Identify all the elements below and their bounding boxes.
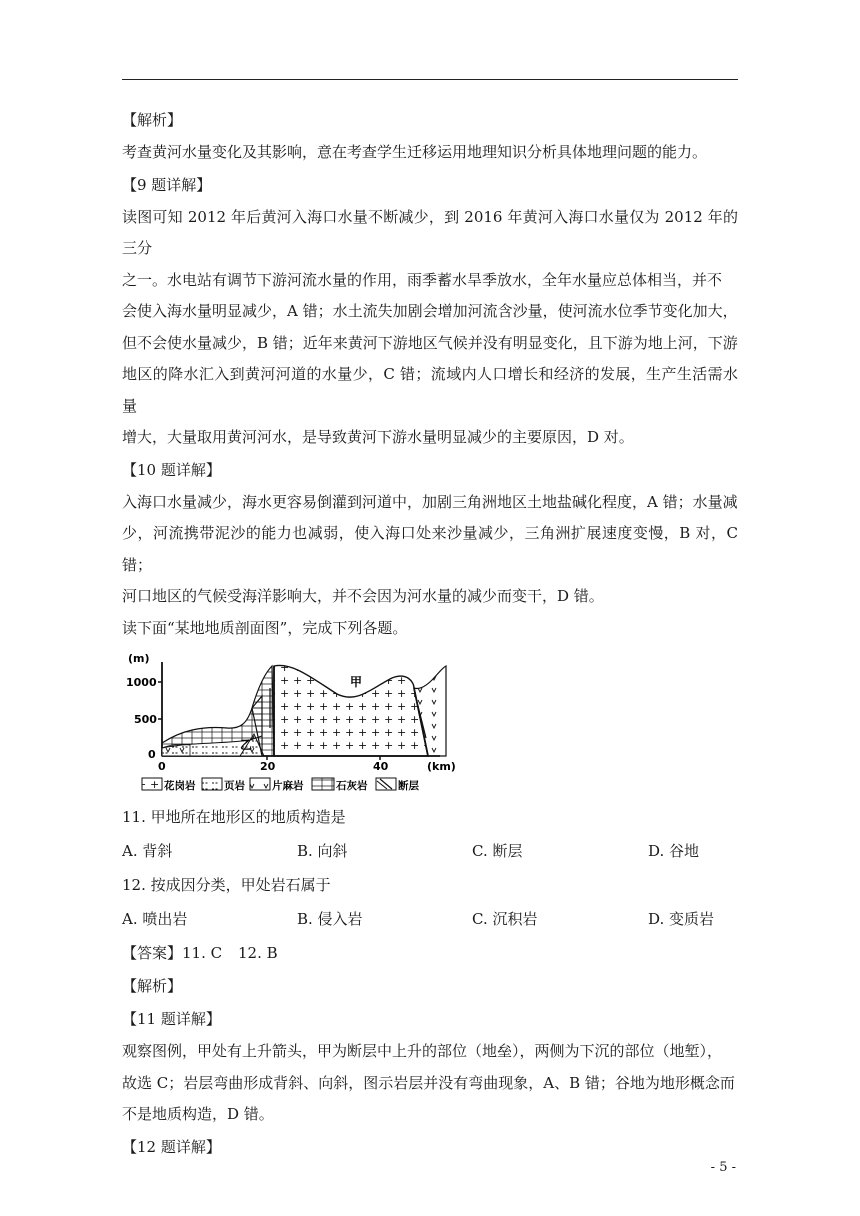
- q10-label: 【10 题详解】: [122, 460, 221, 479]
- y-tick-label: 500: [134, 713, 157, 726]
- q11-option-c: C. 断层: [472, 842, 523, 860]
- q10-line: 少，河流携带泥沙的能力也减弱，使入海口处来沙量减少，三角洲扩展速度变慢，B 对，C 错；: [122, 524, 738, 574]
- q12-options: [122, 902, 738, 936]
- q9-line: 地区的降水汇入到黄河河道的水量少，C 错；流域内人口增长和经济的发展，生产生活需水量: [122, 365, 738, 415]
- answer-11: 11. C: [182, 944, 223, 962]
- legend-label: 页岩: [224, 780, 245, 792]
- q11-option-d: D. 谷地: [648, 842, 700, 860]
- q11-stem: 11. 甲地所在地形区的地质构造是: [122, 808, 346, 826]
- page-number: - 5 -: [710, 1160, 736, 1175]
- analysis-label: 【解析】: [122, 111, 183, 129]
- q11-detail-line: 不是地质构造，D 错。: [122, 1105, 274, 1123]
- x-tick-label: 40: [373, 760, 389, 773]
- q9-line: 之一。水电站有调节下游河流水量的作用，雨季蓄水旱季放水，全年水量应总体相当，并不: [122, 270, 723, 289]
- q11-detail-label: 【11 题详解】: [122, 1010, 221, 1028]
- answer-line: [122, 936, 738, 970]
- q12-detail-label: 【12 题详解】: [122, 1137, 221, 1156]
- answer-label: 【答案】: [122, 944, 183, 962]
- intro-text: 读下面“某地地质剖面图”，完成下列各题。: [122, 618, 408, 637]
- q12-option-d: D. 变质岩: [648, 910, 715, 928]
- y-unit: (m): [128, 652, 150, 665]
- label-yi: 乙: [240, 738, 253, 752]
- q11-options: [122, 834, 738, 868]
- y-tick-label: 0: [148, 748, 156, 761]
- geologic-profile-figure: [122, 648, 738, 798]
- legend-label: 花岗岩: [164, 780, 196, 792]
- analysis-text: 考查黄河水量变化及其影响，意在考查学生迁移运用地理知识分析具体地理问题的能力。: [122, 143, 708, 161]
- q12-option-b: B. 侵入岩: [297, 910, 363, 928]
- q9-label: 【9 题详解】: [122, 175, 212, 194]
- q11-option-a: A. 背斜: [122, 842, 173, 860]
- q12-option-c: C. 沉积岩: [472, 910, 538, 928]
- y-tick-label: 1000: [126, 676, 157, 689]
- answer-12: 12. B: [238, 944, 278, 962]
- q10-line: 河口地区的气候受海洋影响大，并不会因为河水量的减少而变干，D 错。: [122, 587, 604, 605]
- x-tick-label: 20: [260, 760, 276, 773]
- legend-label: 石灰岩: [336, 780, 368, 792]
- q12-stem: 12. 按成因分类，甲处岩石属于: [122, 876, 331, 894]
- header-rule: [122, 79, 738, 80]
- q11-detail-line: 故选 C；岩层弯曲形成背斜、向斜，图示岩层并没有弯曲现象，A、B 错；谷地为地形概念而: [122, 1073, 735, 1092]
- q11-option-b: B. 向斜: [297, 842, 348, 860]
- legend-label: 片麻岩: [272, 780, 304, 792]
- q9-line: 读图可知 2012 年后黄河入海口水量不断减少，到 2016 年黄河入海口水量仅为 2012 年的三分: [122, 207, 738, 257]
- legend: [142, 778, 419, 792]
- q11-detail-line: 观察图例，甲处有上升箭头，甲为断层中上升的部位（地垒），两侧为下沉的部位（地堑），: [122, 1042, 723, 1060]
- q9-line: 增大，大量取用黄河河水，是导致黄河下游水量明显减少的主要原因，D 对。: [122, 428, 634, 446]
- legend-label: 断层: [398, 780, 419, 792]
- q10-line: 入海口水量减少，海水更容易倒灌到河道中，加剧三角洲地区土地盐碱化程度，A 错；水量减: [122, 492, 738, 511]
- page-content: [122, 104, 738, 1164]
- x-tick-label: 0: [158, 760, 166, 773]
- analysis-label-2: 【解析】: [122, 977, 183, 995]
- q9-line: 会使入海水量明显减少，A 错；水土流失加剧会增加河流含沙量，使河流水位季节变化加大，: [122, 302, 738, 320]
- geologic-profile-svg: [122, 648, 492, 798]
- q9-line: 但不会使水量减少，B 错；近年来黄河下游地区气候并没有明显变化，且下游为地上河，下游: [122, 333, 738, 352]
- label-jia: 甲: [350, 675, 363, 689]
- q12-option-a: A. 喷出岩: [122, 910, 188, 928]
- x-unit: (km): [427, 760, 456, 773]
